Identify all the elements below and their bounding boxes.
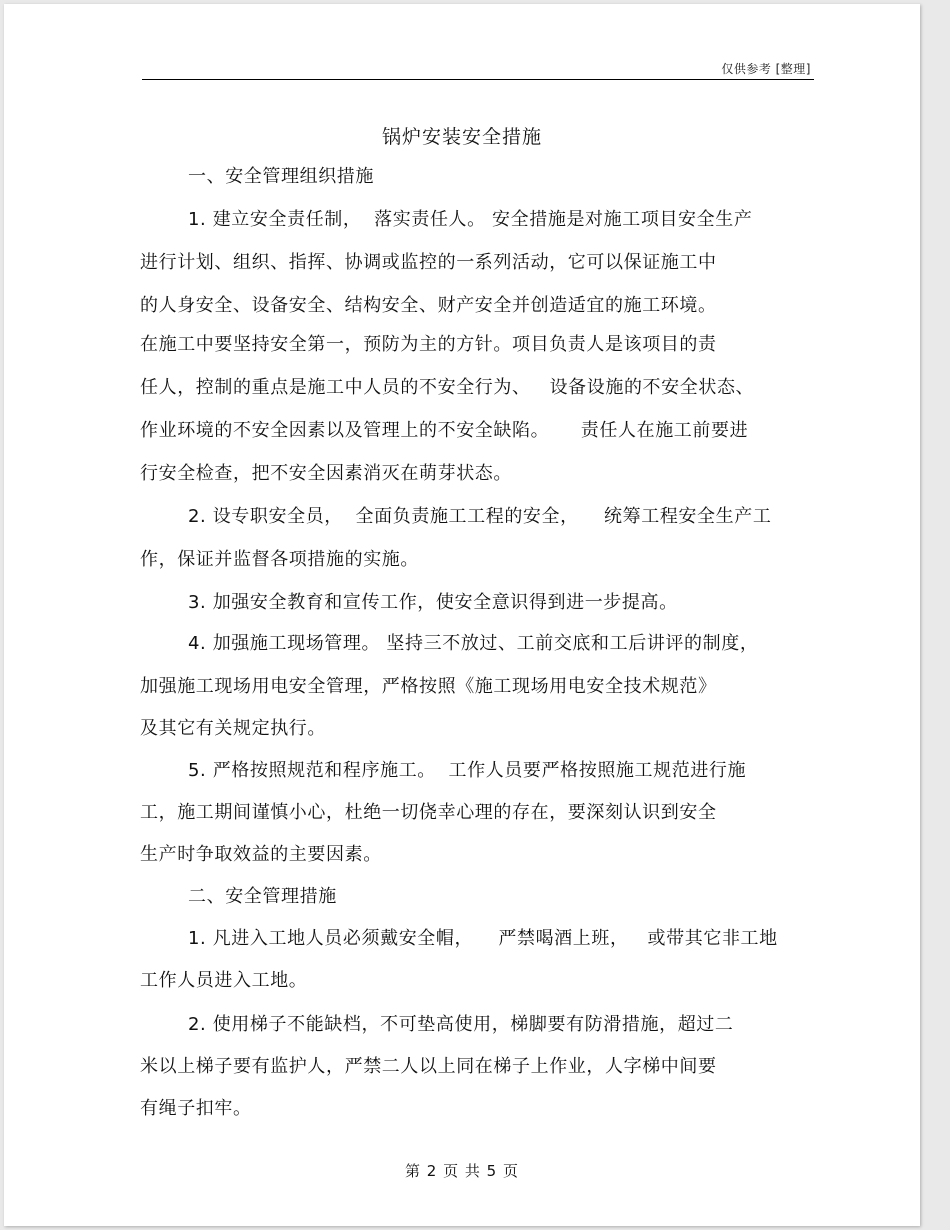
paragraph-line: 作，保证并监督各项措施的实施。: [140, 549, 419, 570]
paragraph-line: 生产时争取效益的主要因素。: [140, 844, 382, 865]
paragraph-line: 工作人员进入工地。: [140, 970, 308, 991]
paragraph-line: 加强施工现场用电安全管理，严格按照《施工现场用电安全技术规范》: [140, 676, 717, 697]
paragraph-line: 工，施工期间谨慎小心，杜绝一切侥幸心理的存在，要深刻认识到安全: [140, 802, 717, 823]
paragraph-line: 4. 加强施工现场管理。 坚持三不放过、工前交底和工后讲评的制度，: [188, 633, 759, 654]
paragraph-line: 的人身安全、设备安全、结构安全、财产安全并创造适宜的施工环境。: [140, 295, 717, 316]
paragraph-line: 任人，控制的重点是施工中人员的不安全行为、 设备设施的不安全状态、: [140, 377, 755, 398]
paragraph-line: 在施工中要坚持安全第一，预防为主的方针。项目负责人是该项目的责: [140, 334, 717, 355]
paragraph-line: 进行计划、组织、指挥、协调或监控的一系列活动，它可以保证施工中: [140, 252, 717, 273]
section-heading: 二、安全管理措施: [188, 886, 337, 907]
paragraph-line: 1. 建立安全责任制， 落实责任人。 安全措施是对施工项目安全生产: [188, 209, 753, 230]
section-heading: 一、安全管理组织措施: [188, 166, 374, 187]
document-page: [4, 4, 920, 1226]
header-note: 仅供参考 [整理]: [721, 62, 811, 76]
paragraph-line: 1. 凡进入工地人员必须戴安全帽， 严禁喝酒上班， 或带其它非工地: [188, 928, 778, 949]
paragraph-line: 3. 加强安全教育和宣传工作，使安全意识得到进一步提高。: [188, 592, 678, 613]
paragraph-line: 行安全检查，把不安全因素消灭在萌芽状态。: [140, 463, 512, 484]
paragraph-line: 作业环境的不安全因素以及管理上的不安全缺陷。 责任人在施工前要进: [140, 420, 749, 441]
page-indicator: 第 2 页 共 5 页: [405, 1162, 519, 1180]
paragraph-line: 5. 严格按照规范和程序施工。 工作人员要严格按照施工规范进行施: [188, 760, 747, 781]
header-divider: [142, 79, 814, 80]
document-title: 锅炉安装安全措施: [381, 126, 542, 148]
paragraph-line: 2. 设专职安全员， 全面负责施工工程的安全， 统筹工程安全生产工: [188, 506, 772, 527]
paragraph-line: 有绳子扣牢。: [140, 1098, 252, 1119]
paragraph-line: 2. 使用梯子不能缺档，不可垫高使用，梯脚要有防滑措施，超过二: [188, 1014, 734, 1035]
paragraph-line: 及其它有关规定执行。: [140, 718, 326, 739]
paragraph-line: 米以上梯子要有监护人，严禁二人以上同在梯子上作业，人字梯中间要: [140, 1056, 717, 1077]
